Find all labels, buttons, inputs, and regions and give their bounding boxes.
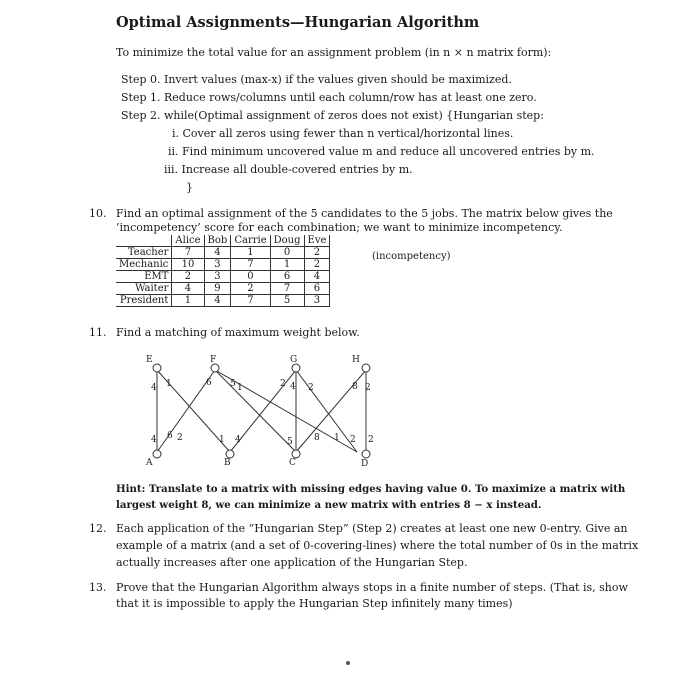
matrix-cell: 2	[172, 271, 204, 283]
matrix-cell: 2	[231, 283, 270, 295]
matrix-col-header: Alice	[172, 235, 204, 247]
matrix-cell: 4	[304, 271, 330, 283]
matrix-col-header: Doug	[270, 235, 304, 247]
node-label-C: C	[289, 458, 296, 468]
substep-ii: ii. Find minimum uncovered value m and reduce all uncovered entries by m.	[168, 145, 595, 158]
graph-node-A	[153, 450, 161, 458]
node-label-E: E	[146, 355, 153, 365]
graph-node-C	[292, 450, 300, 458]
closing-brace: }	[186, 181, 193, 194]
edge-weight: 2	[177, 433, 183, 443]
edge-weight: 5	[230, 379, 236, 389]
graph-node-D	[362, 450, 370, 458]
edge-weight: 4	[235, 435, 241, 445]
matrix-col-header: Bob	[204, 235, 231, 247]
edge-weight: 1	[334, 433, 340, 443]
matrix-cell: 4	[204, 295, 231, 307]
q12-line3: actually increases after one application of the Hungarian Step.	[116, 556, 468, 569]
matrix-cell: 3	[304, 295, 330, 307]
matrix-cell: 7	[231, 295, 270, 307]
matrix-cell: 10	[172, 259, 204, 271]
graph-node-G	[292, 364, 300, 372]
q12-line2: example of a matrix (and a set of 0-covering-lines) where the total number of 0s in the matrix	[116, 539, 639, 552]
matrix-col-header: Carrie	[231, 235, 270, 247]
matrix-note: (incompetency)	[372, 251, 451, 262]
matrix-cell: 2	[304, 247, 330, 259]
edge-weight: 4	[151, 435, 157, 445]
matrix-row-label: Waiter	[116, 283, 172, 295]
matrix-cell: 3	[204, 271, 231, 283]
matrix-cell: 1	[231, 247, 270, 259]
graph-edge	[296, 370, 357, 452]
q13-number: 13.	[89, 581, 107, 594]
matrix-cell: 6	[304, 283, 330, 295]
q11-text: Find a matching of maximum weight below.	[116, 326, 360, 339]
matrix-cell: 7	[270, 283, 304, 295]
matrix-col-header: Eve	[304, 235, 330, 247]
node-label-G: G	[290, 355, 298, 365]
substep-i: i. Cover all zeros using fewer than n vertical/horizontal lines.	[172, 127, 514, 140]
q10-line2: ‘incompetency’ score for each combination; we want to minimize incompetency.	[116, 221, 563, 234]
intro-text: To minimize the total value for an assignment problem (in n × n matrix form):	[116, 46, 552, 59]
edge-weight: 6	[206, 378, 212, 388]
matrix-row-label: Teacher	[116, 247, 172, 259]
edge-weight: 8	[314, 433, 320, 443]
matrix-cell: 4	[204, 247, 231, 259]
node-label-F: F	[210, 355, 217, 365]
edge-weight: 2	[365, 383, 371, 393]
q10-number: 10.	[89, 207, 107, 220]
edge-weight: 5	[287, 437, 293, 447]
graph-node-E	[153, 364, 161, 372]
graph-node-H	[362, 364, 370, 372]
hint-line2: largest weight 8, we can minimize a new matrix with entries 8 − x instead.	[116, 499, 542, 511]
edge-weight: 1	[166, 379, 172, 389]
edge-weight: 6	[167, 431, 173, 441]
edge-weight: 4	[151, 383, 157, 393]
matrix-cell: 0	[270, 247, 304, 259]
q12-line1: Each application of the “Hungarian Step” (Step 2) creates at least one new 0-entry. Give an	[116, 522, 628, 535]
graph-node-F	[211, 364, 219, 372]
edge-weight: 2	[350, 435, 356, 445]
node-label-A: A	[146, 458, 153, 468]
matrix-cell: 7	[231, 259, 270, 271]
matrix-cell: 2	[304, 259, 330, 271]
step-2: Step 2. while(Optimal assignment of zeros does not exist) {Hungarian step:	[121, 109, 544, 122]
matrix-row-label: President	[116, 295, 172, 307]
matrix-row-label: Mechanic	[116, 259, 172, 271]
matrix-cell: 9	[204, 283, 231, 295]
edge-weight: 2	[368, 435, 374, 445]
edge-weight: 1	[219, 435, 225, 445]
step-0: Step 0. Invert values (max-x) if the values given should be maximized.	[121, 73, 512, 86]
matrix-cell: 7	[172, 247, 204, 259]
edge-weight: 2	[308, 383, 314, 393]
matrix-cell: 1	[270, 259, 304, 271]
matrix-cell: 5	[270, 295, 304, 307]
q10-line1: Find an optimal assignment of the 5 candidates to the 5 jobs. The matrix below gives the	[116, 207, 613, 220]
matrix-cell: 3	[204, 259, 231, 271]
graph-node-B	[226, 450, 234, 458]
matrix-cell: 1	[172, 295, 204, 307]
matrix-cell: 0	[231, 271, 270, 283]
q13-line1: Prove that the Hungarian Algorithm always stops in a finite number of steps. (That is, show	[116, 581, 628, 594]
edge-weight: 1	[237, 383, 243, 393]
q12-number: 12.	[89, 522, 107, 535]
node-label-B: B	[224, 458, 231, 468]
hint-line1: Hint: Translate to a matrix with missing edges having value 0. To maximize a matrix with	[116, 483, 626, 495]
node-label-H: H	[352, 355, 360, 365]
edge-weight: 2	[280, 379, 286, 389]
page-title: Optimal Assignments—Hungarian Algorithm	[116, 14, 480, 31]
q11-number: 11.	[89, 326, 107, 339]
edge-weight: 4	[290, 382, 296, 392]
matrix-cell: 6	[270, 271, 304, 283]
matrix-cell: 4	[172, 283, 204, 295]
q13-line2: that it is impossible to apply the Hungarian Step infinitely many times)	[116, 597, 513, 610]
step-1: Step 1. Reduce rows/columns until each column/row has at least one zero.	[121, 91, 537, 104]
page-marker-dot	[346, 661, 350, 665]
edge-weight: 8	[352, 382, 358, 392]
matrix-row-label: EMT	[116, 271, 172, 283]
substep-iii: iii. Increase all double-covered entries by m.	[164, 163, 413, 176]
node-label-D: D	[361, 459, 369, 469]
